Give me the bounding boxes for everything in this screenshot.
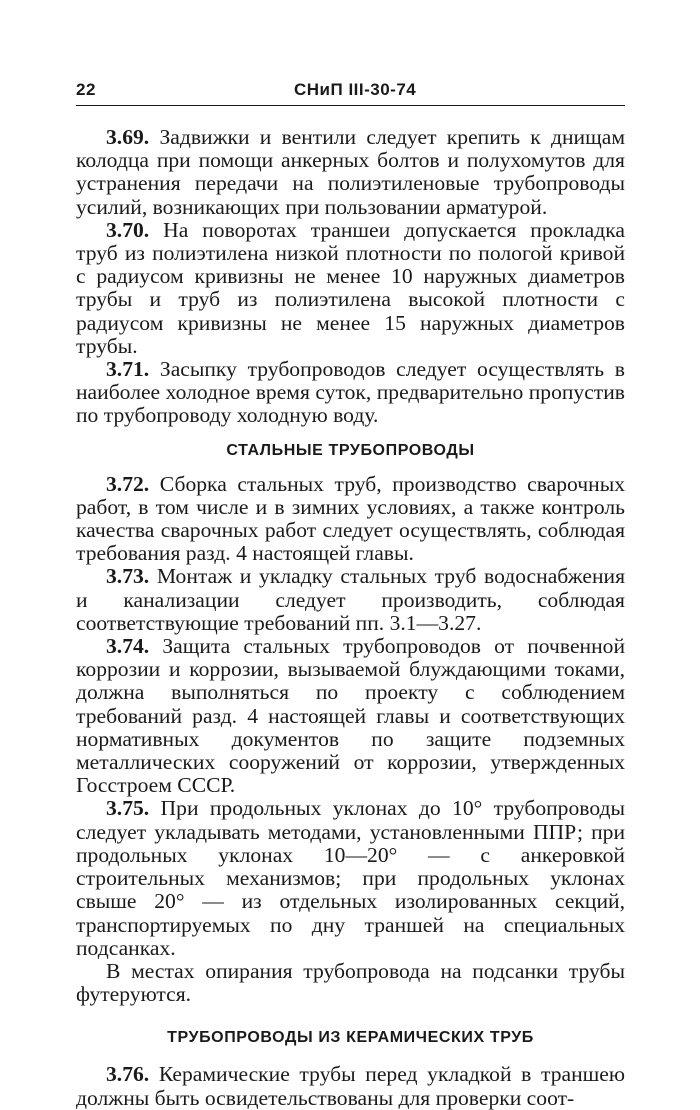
paragraph-3-70 — [76, 219, 625, 358]
clause-text: На поворотах траншеи допускается прокладка труб из полиэтилена низкой плотности по пологой кривой с радиусом кривизны не менее 10 наружных диаметров трубы и труб из полиэтилена высокой плотности с радиусом кривизны не менее 15 наружных диаметров трубы. — [76, 217, 625, 358]
clause-number: 3.75. — [106, 796, 150, 821]
section-heading-steel: СТАЛЬНЫЕ ТРУБОПРОВОДЫ — [226, 441, 475, 459]
section-heading-ceramic: ТРУБОПРОВОДЫ ИЗ КЕРАМИЧЕСКИХ ТРУБ — [167, 1029, 534, 1047]
clause-number: 3.69. — [106, 125, 150, 149]
paragraph-3-73 — [76, 565, 625, 635]
clause-text: Засыпку трубопроводов следует осуществлять в наиболее холодное время суток, предварительно пропустив по трубопроводу холодную воду. — [76, 357, 625, 428]
paragraph-3-74 — [76, 635, 625, 797]
clause-number: 3.74. — [106, 634, 150, 659]
page-number: 22 — [76, 80, 96, 99]
clause-text: В местах опирания трубопровода на подсанки трубы футеруются. — [76, 958, 625, 1007]
paragraph-3-72 — [76, 473, 625, 566]
paragraph-3-71 — [76, 358, 625, 428]
clause-text: Защита стальных трубопроводов от почвенной коррозии и коррозии, вызываемой блуждающими токами, должна выполняться по проекту с соблюдением требований разд. 4 настоящей главы и соответствующих нормативных документов по защите подземных металлических сооружений от коррозии, утвержденных Госстроем СССР. — [76, 634, 625, 798]
clause-number: 3.72. — [106, 471, 150, 496]
paragraph-3-69 — [76, 126, 625, 219]
clause-text: При продольных уклонах до 10° трубопроводы следует укладывать методами, установленными ППР; при продольных уклонах 10—20° — с анкеровкой строительных механизмов; при продольных уклонах свыше 20° — из отдельных изолированных секций, транспортируемых по дну траншей на специальных подсанках. — [76, 796, 625, 960]
clause-number: 3.76. — [106, 1062, 150, 1087]
paragraph-3-75 — [76, 797, 625, 959]
page-header — [76, 80, 626, 108]
header-rule — [76, 105, 625, 106]
clause-number: 3.73. — [106, 564, 150, 589]
clause-number: 3.71. — [106, 357, 150, 382]
paragraph-3-76 — [76, 1063, 625, 1109]
clause-text: Задвижки и вентили следует крепить к днищам колодца при помощи анкерных болтов и полухомутов для устранения передачи на полиэтиленовые трубопроводы усилий, возникающих при пользовании арматурой. — [76, 125, 625, 219]
clause-text: Монтаж и укладку стальных труб водоснабжения и канализации следует производить, соблюдая соответствующие требований пп. 3.1—3.27. — [76, 564, 625, 635]
clause-number: 3.70. — [106, 217, 150, 242]
page-content — [76, 126, 625, 1110]
paragraph-3-75-continuation — [76, 960, 625, 1006]
clause-text: Керамические трубы перед укладкой в траншею должны быть освидетельствованы для проверки соот- — [76, 1062, 625, 1110]
clause-text: Сборка стальных труб, производство сварочных работ, в том числе и в зимних условиях, а также контроль качества сварочных работ следует осуществлять, соблюдая требования разд. 4 настоящей главы. — [76, 471, 625, 566]
running-title: СНиП III-30-74 — [294, 80, 417, 99]
